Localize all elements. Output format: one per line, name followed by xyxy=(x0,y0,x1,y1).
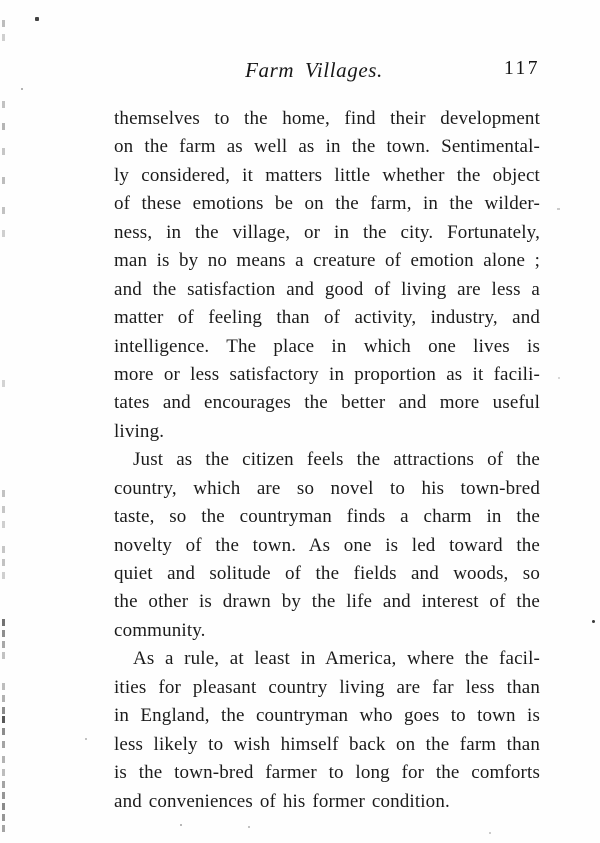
text-column xyxy=(114,58,540,816)
text-line: ly considered, it matters little whether the object xyxy=(114,164,540,186)
text-line: novelty of the town. As one is led toward the xyxy=(114,534,540,556)
page-body xyxy=(114,105,540,816)
text-line: in England, the countryman who goes to town is xyxy=(114,705,540,727)
scan-speck xyxy=(85,738,87,740)
text-line: intelligence. The place in which one lives is xyxy=(114,335,540,357)
scan-speck xyxy=(248,826,250,828)
scan-speck xyxy=(558,377,560,379)
text-line: ities for pleasant country living are far less than xyxy=(114,676,540,698)
paragraph xyxy=(114,446,540,645)
text-line: matter of feeling than of activity, industry, and xyxy=(114,307,540,329)
scan-binding-artifacts xyxy=(2,0,5,7)
paragraph xyxy=(114,105,540,446)
scan-speck xyxy=(489,832,491,834)
text-line: ness, in the village, or in the city. Fortunately, xyxy=(114,221,540,243)
text-line: and the satisfaction and good of living are less a xyxy=(114,278,540,300)
scan-speck xyxy=(180,824,182,826)
text-line: man is by no means a creature of emotion alone ; xyxy=(114,250,540,272)
text-line: quiet and solitude of the fields and woods, so xyxy=(114,563,540,584)
paragraph xyxy=(114,645,540,816)
text-line: on the farm as well as in the town. Sentimental- xyxy=(114,136,540,158)
text-line: less likely to wish himself back on the farm than xyxy=(114,733,540,755)
scan-speck xyxy=(35,17,39,21)
running-title: Farm Villages. xyxy=(245,58,383,82)
text-line: of these emotions be on the farm, in the wilder- xyxy=(114,193,540,215)
text-line: and conveniences of his former condition. xyxy=(114,790,450,812)
scan-speck xyxy=(592,620,595,623)
page-number: 117 xyxy=(503,58,540,79)
text-line: living. xyxy=(114,420,165,442)
text-line: taste, so the countryman finds a charm in the xyxy=(114,506,540,528)
text-line: the other is drawn by the life and interest of the xyxy=(114,591,540,613)
page-header xyxy=(114,58,540,84)
text-line: themselves to the home, find their development xyxy=(114,108,540,129)
text-line: tates and encourages the better and more useful xyxy=(114,392,540,414)
scan-speck xyxy=(557,208,560,210)
text-line: community. xyxy=(114,619,206,641)
scan-speck xyxy=(21,88,23,90)
text-line: country, which are so novel to his town-bred xyxy=(114,477,540,499)
text-line: Just as the citizen feels the attractions of the xyxy=(133,449,540,471)
text-line: more or less satisfactory in proportion as it facili- xyxy=(114,363,540,385)
text-line: As a rule, at least in America, where the facil- xyxy=(133,648,540,670)
text-line: is the town-bred farmer to long for the comforts xyxy=(114,762,540,784)
